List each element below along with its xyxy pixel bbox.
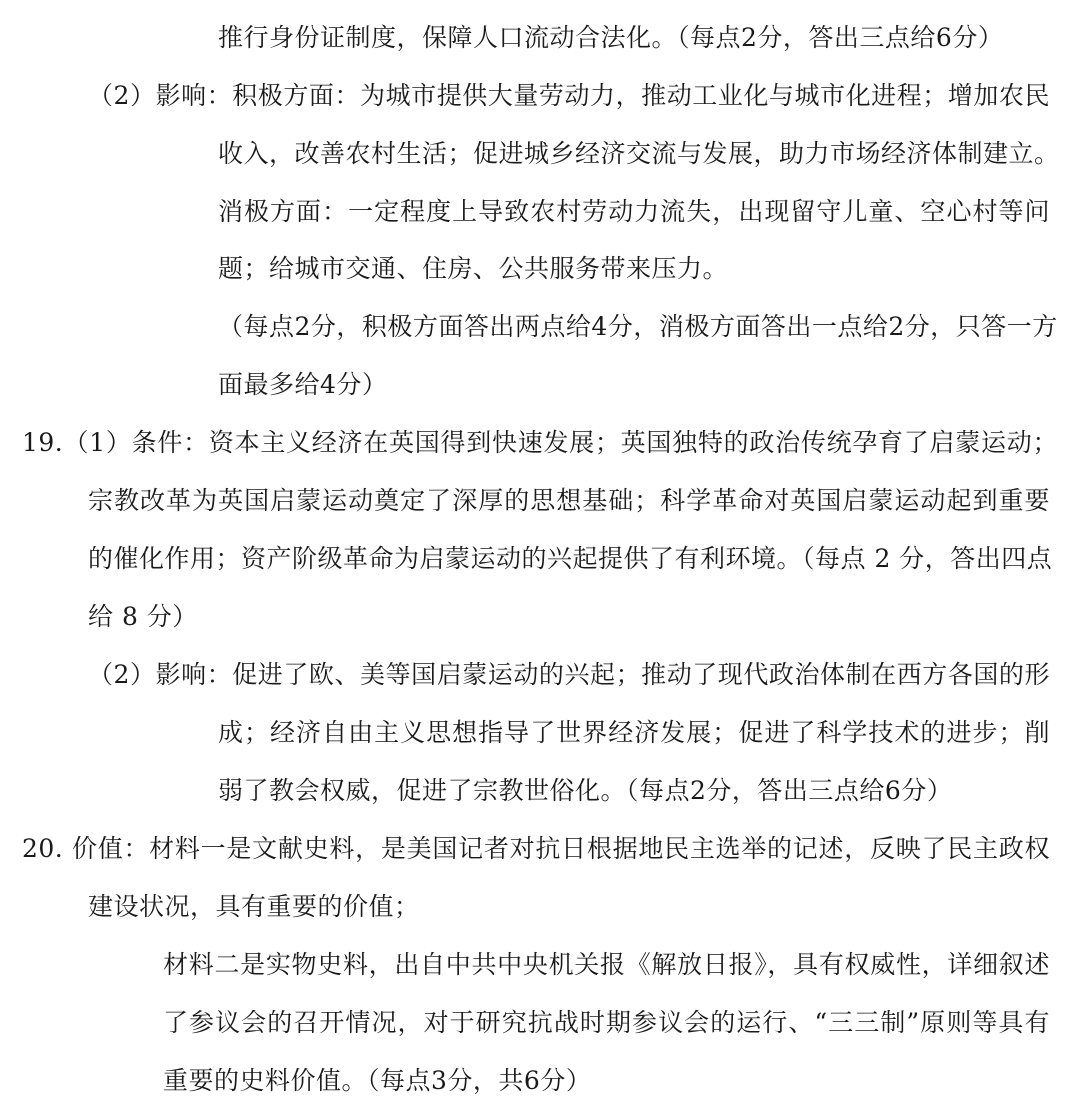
text-line-16: 建设状况，具有重要的价值； <box>88 892 420 921</box>
text-line-4: 消极方面：一定程度上导致农村劳动力流失，出现留守儿童、空心村等问 <box>218 197 1050 226</box>
text-line-1: 推行身份证制度，保障人口流动合法化。（每点2分，答出三点给6分） <box>218 23 1004 52</box>
text-line-2: （2）影响：积极方面：为城市提供大量劳动力，推动工业化与城市化进程；增加农民 <box>88 81 1050 110</box>
text-line-18: 了参议会的召开情况，对于研究抗战时期参议会的运行、“三三制”原则等具有 <box>163 1008 1050 1037</box>
text-line-7: 面最多给4分） <box>218 370 388 399</box>
text-line-10: 的催化作用；资产阶级革命为启蒙运动的兴起提供了有利环境。（每点 2 分，答出四点 <box>88 544 1053 573</box>
text-line-5: 题；给城市交通、住房、公共服务带来压力。 <box>218 254 729 283</box>
text-line-6: （每点2分，积极方面答出两点给4分，消极方面答出一点给2分，只答一方 <box>218 312 1058 341</box>
text-line-17: 材料二是实物史料，出自中共中央机关报《解放日报》，具有权威性，详细叙述 <box>163 950 1050 979</box>
text-line-11: 给 8 分） <box>88 602 198 631</box>
text-line-9: 宗教改革为英国启蒙运动奠定了深厚的思想基础；科学革命对英国启蒙运动起到重要 <box>88 486 1050 515</box>
text-line-13: 成；经济自由主义思想指导了世界经济发展；促进了科学技术的进步；削 <box>218 718 1050 747</box>
text-line-19: 重要的史料价值。（每点3分，共6分） <box>163 1066 592 1095</box>
text-line-15: 20. 价值：材料一是文献史料，是美国记者对抗日根据地民主选举的记述，反映了民主政权 <box>22 834 1050 863</box>
text-line-14: 弱了教会权威，促进了宗教世俗化。（每点2分，答出三点给6分） <box>218 776 953 805</box>
text-line-12: （2）影响：促进了欧、美等国启蒙运动的兴起；推动了现代政治体制在西方各国的形 <box>88 660 1050 689</box>
text-line-3: 收入，改善农村生活；促进城乡经济交流与发展，助力市场经济体制建立。 <box>218 139 1060 168</box>
text-line-8: 19.（1）条件：资本主义经济在英国得到快速发展；英国独特的政治传统孕育了启蒙运动； <box>22 428 1058 457</box>
